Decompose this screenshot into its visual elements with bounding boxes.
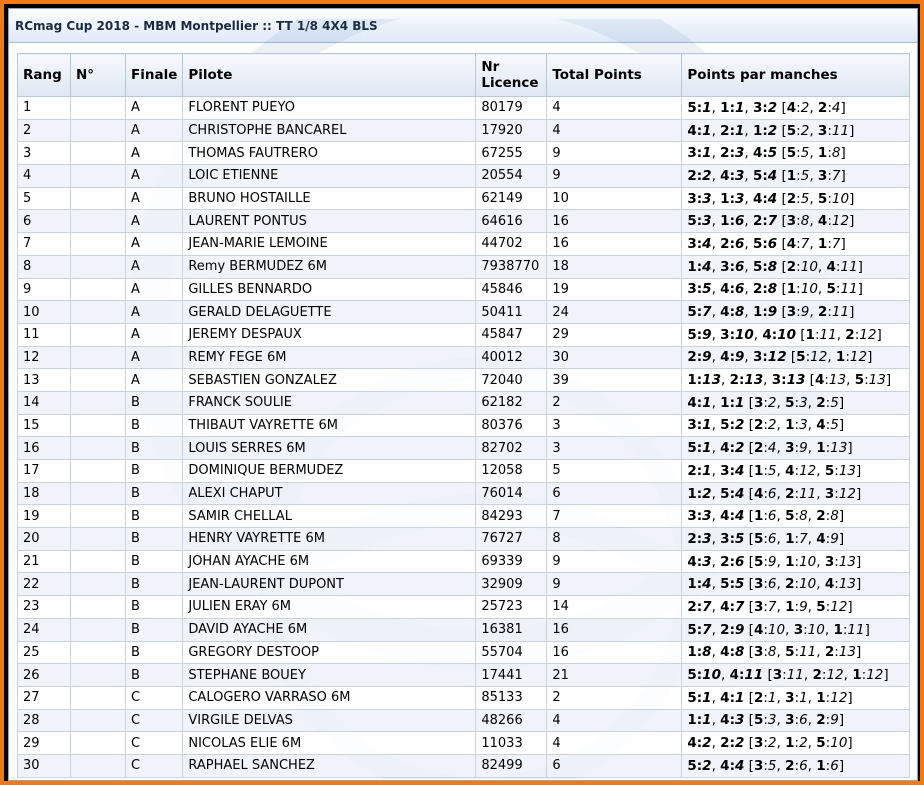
number-cell <box>71 346 126 369</box>
table-row[interactable] <box>18 573 910 596</box>
table-row[interactable] <box>18 301 910 324</box>
table-row[interactable] <box>18 369 910 392</box>
points-par-manches-cell: 5:7, 2:9 [4:10, 3:10, 1:11] <box>682 618 910 641</box>
pilote-cell: GILLES BENNARDO <box>183 278 476 301</box>
finale-cell: B <box>126 596 183 619</box>
points-par-manches-cell: 2:2, 4:3, 5:4 [1:5, 3:7] <box>682 165 910 188</box>
points-par-manches-cell: 5:1, 4:2 [2:4, 3:9, 1:13] <box>682 437 910 460</box>
pilote-cell: BRUNO HOSTAILLE <box>183 187 476 210</box>
total-points-cell: 19 <box>547 278 682 301</box>
points-par-manches-cell: 3:1, 5:2 [2:2, 1:3, 4:5] <box>682 414 910 437</box>
points-par-manches-cell: 3:3, 1:3, 4:4 [2:5, 5:10] <box>682 187 910 210</box>
number-cell <box>71 596 126 619</box>
rang-cell: 6 <box>18 210 71 233</box>
pilote-cell: JULIEN ERAY 6M <box>183 596 476 619</box>
number-cell <box>71 754 126 777</box>
table-row[interactable] <box>18 187 910 210</box>
points-par-manches-cell: 1:13, 2:13, 3:13 [4:13, 5:13] <box>682 369 910 392</box>
finale-cell: A <box>126 165 183 188</box>
number-cell <box>71 278 126 301</box>
rang-cell: 2 <box>18 119 71 142</box>
licence-cell: 25723 <box>476 596 547 619</box>
number-cell <box>71 323 126 346</box>
finale-cell: A <box>126 346 183 369</box>
rang-cell: 14 <box>18 391 71 414</box>
finale-cell: A <box>126 210 183 233</box>
number-cell <box>71 187 126 210</box>
number-cell <box>71 709 126 732</box>
rang-cell: 18 <box>18 482 71 505</box>
number-cell <box>71 460 126 483</box>
total-points-cell: 4 <box>547 709 682 732</box>
rang-cell: 5 <box>18 187 71 210</box>
licence-cell: 76727 <box>476 528 547 551</box>
finale-cell: B <box>126 550 183 573</box>
points-par-manches-cell: 5:1, 1:1, 3:2 [4:2, 2:4] <box>682 97 910 120</box>
table-row[interactable] <box>18 210 910 233</box>
rang-cell: 12 <box>18 346 71 369</box>
points-par-manches-cell: 3:5, 4:6, 2:8 [1:10, 5:11] <box>682 278 910 301</box>
finale-cell: A <box>126 323 183 346</box>
table-row[interactable] <box>18 664 910 687</box>
points-par-manches-cell: 3:1, 2:3, 4:5 [5:5, 1:8] <box>682 142 910 165</box>
finale-cell: C <box>126 732 183 755</box>
total-points-cell: 18 <box>547 255 682 278</box>
table-row[interactable] <box>18 233 910 256</box>
licence-cell: 62182 <box>476 391 547 414</box>
pilote-cell: FRANCK SOULIE <box>183 391 476 414</box>
number-cell <box>71 142 126 165</box>
rang-cell: 7 <box>18 233 71 256</box>
finale-cell: B <box>126 482 183 505</box>
rang-cell: 16 <box>18 437 71 460</box>
table-body <box>18 97 910 778</box>
number-cell <box>71 233 126 256</box>
table-row[interactable] <box>18 641 910 664</box>
finale-cell: B <box>126 641 183 664</box>
points-par-manches-cell: 2:7, 4:7 [3:7, 1:9, 5:12] <box>682 596 910 619</box>
header-points-manches[interactable]: Points par manches <box>682 54 910 97</box>
table-row[interactable] <box>18 391 910 414</box>
licence-cell: 45847 <box>476 323 547 346</box>
rang-cell: 9 <box>18 278 71 301</box>
table-row[interactable] <box>18 528 910 551</box>
header-total-points[interactable]: Total Points <box>547 54 682 97</box>
finale-cell: A <box>126 233 183 256</box>
licence-cell: 17920 <box>476 119 547 142</box>
number-cell <box>71 732 126 755</box>
pilote-cell: JEAN-LAURENT DUPONT <box>183 573 476 596</box>
points-par-manches-cell: 5:9, 3:10, 4:10 [1:11, 2:12] <box>682 323 910 346</box>
number-cell <box>71 210 126 233</box>
number-cell <box>71 165 126 188</box>
finale-cell: A <box>126 301 183 324</box>
rang-cell: 13 <box>18 369 71 392</box>
header-pilote[interactable]: Pilote <box>183 54 476 97</box>
licence-cell: 72040 <box>476 369 547 392</box>
points-par-manches-cell: 4:3, 2:6 [5:9, 1:10, 3:13] <box>682 550 910 573</box>
points-par-manches-cell: 3:4, 2:6, 5:6 [4:7, 1:7] <box>682 233 910 256</box>
points-par-manches-cell: 1:8, 4:8 [3:8, 5:11, 2:13] <box>682 641 910 664</box>
points-par-manches-cell: 1:2, 5:4 [4:6, 2:11, 3:12] <box>682 482 910 505</box>
table-row[interactable] <box>18 596 910 619</box>
number-cell <box>71 97 126 120</box>
pilote-cell: RAPHAEL SANCHEZ <box>183 754 476 777</box>
table-row[interactable] <box>18 255 910 278</box>
table-row[interactable] <box>18 482 910 505</box>
table-row[interactable] <box>18 550 910 573</box>
pilote-cell: SAMIR CHELLAL <box>183 505 476 528</box>
rang-cell: 28 <box>18 709 71 732</box>
table-row[interactable] <box>18 709 910 732</box>
licence-cell: 69339 <box>476 550 547 573</box>
number-cell <box>71 641 126 664</box>
total-points-cell: 24 <box>547 301 682 324</box>
number-cell <box>71 301 126 324</box>
number-cell <box>71 618 126 641</box>
total-points-cell: 6 <box>547 754 682 777</box>
table-row[interactable] <box>18 686 910 709</box>
rang-cell: 22 <box>18 573 71 596</box>
total-points-cell: 9 <box>547 142 682 165</box>
table-row[interactable] <box>18 346 910 369</box>
total-points-cell: 30 <box>547 346 682 369</box>
total-points-cell: 4 <box>547 119 682 142</box>
total-points-cell: 5 <box>547 460 682 483</box>
rang-cell: 26 <box>18 664 71 687</box>
licence-cell: 80179 <box>476 97 547 120</box>
points-par-manches-cell: 4:2, 2:2 [3:2, 1:2, 5:10] <box>682 732 910 755</box>
points-par-manches-cell: 5:1, 4:1 [2:1, 3:1, 1:12] <box>682 686 910 709</box>
total-points-cell: 7 <box>547 505 682 528</box>
licence-cell: 20554 <box>476 165 547 188</box>
number-cell <box>71 482 126 505</box>
pilote-cell: JEAN-MARIE LEMOINE <box>183 233 476 256</box>
pilote-cell: JOHAN AYACHE 6M <box>183 550 476 573</box>
rang-cell: 30 <box>18 754 71 777</box>
finale-cell: B <box>126 460 183 483</box>
licence-cell: 80376 <box>476 414 547 437</box>
licence-cell: 40012 <box>476 346 547 369</box>
points-par-manches-cell: 5:3, 1:6, 2:7 [3:8, 4:12] <box>682 210 910 233</box>
results-window <box>8 8 918 781</box>
pilote-cell: CHRISTOPHE BANCAREL <box>183 119 476 142</box>
licence-cell: 82702 <box>476 437 547 460</box>
licence-cell: 17441 <box>476 664 547 687</box>
rang-cell: 10 <box>18 301 71 324</box>
rang-cell: 27 <box>18 686 71 709</box>
total-points-cell: 4 <box>547 97 682 120</box>
finale-cell: B <box>126 505 183 528</box>
total-points-cell: 3 <box>547 414 682 437</box>
number-cell <box>71 414 126 437</box>
total-points-cell: 16 <box>547 233 682 256</box>
table-row[interactable] <box>18 618 910 641</box>
pilote-cell: GERALD DELAGUETTE <box>183 301 476 324</box>
pilote-cell: HENRY VAYRETTE 6M <box>183 528 476 551</box>
rang-cell: 17 <box>18 460 71 483</box>
total-points-cell: 8 <box>547 528 682 551</box>
table-row[interactable] <box>18 165 910 188</box>
licence-cell: 11033 <box>476 732 547 755</box>
pilote-cell: STEPHANE BOUEY <box>183 664 476 687</box>
total-points-cell: 9 <box>547 573 682 596</box>
points-par-manches-cell: 5:7, 4:8, 1:9 [3:9, 2:11] <box>682 301 910 324</box>
points-par-manches-cell: 4:1, 1:1 [3:2, 5:3, 2:5] <box>682 391 910 414</box>
licence-cell: 85133 <box>476 686 547 709</box>
number-cell <box>71 528 126 551</box>
header-no[interactable]: N° <box>71 54 126 97</box>
rang-cell: 20 <box>18 528 71 551</box>
pilote-cell: Remy BERMUDEZ 6M <box>183 255 476 278</box>
total-points-cell: 2 <box>547 686 682 709</box>
table-row[interactable] <box>18 754 910 777</box>
total-points-cell: 29 <box>547 323 682 346</box>
pilote-cell: LOUIS SERRES 6M <box>183 437 476 460</box>
licence-cell: 50411 <box>476 301 547 324</box>
total-points-cell: 9 <box>547 165 682 188</box>
rang-cell: 3 <box>18 142 71 165</box>
finale-cell: B <box>126 391 183 414</box>
pilote-cell: LOIC ETIENNE <box>183 165 476 188</box>
points-par-manches-cell: 4:1, 2:1, 1:2 [5:2, 3:11] <box>682 119 910 142</box>
licence-cell: 32909 <box>476 573 547 596</box>
table-row[interactable] <box>18 437 910 460</box>
table-row[interactable] <box>18 278 910 301</box>
total-points-cell: 2 <box>547 391 682 414</box>
number-cell <box>71 664 126 687</box>
total-points-cell: 9 <box>547 550 682 573</box>
finale-cell: B <box>126 528 183 551</box>
rang-cell: 4 <box>18 165 71 188</box>
rang-cell: 23 <box>18 596 71 619</box>
header-finale[interactable]: Finale <box>126 54 183 97</box>
points-par-manches-cell: 5:2, 4:4 [3:5, 2:6, 1:6] <box>682 754 910 777</box>
window-title: RCmag Cup 2018 - MBM Montpellier :: TT 1/8 4X4 BLS <box>9 9 917 43</box>
finale-cell: A <box>126 187 183 210</box>
points-par-manches-cell: 1:4, 3:6, 5:8 [2:10, 4:11] <box>682 255 910 278</box>
licence-cell: 12058 <box>476 460 547 483</box>
table-row[interactable] <box>18 732 910 755</box>
total-points-cell: 39 <box>547 369 682 392</box>
finale-cell: C <box>126 709 183 732</box>
number-cell <box>71 505 126 528</box>
rang-cell: 21 <box>18 550 71 573</box>
licence-cell: 44702 <box>476 233 547 256</box>
table-row[interactable] <box>18 119 910 142</box>
pilote-cell: DAVID AYACHE 6M <box>183 618 476 641</box>
total-points-cell: 21 <box>547 664 682 687</box>
rang-cell: 15 <box>18 414 71 437</box>
licence-cell: 55704 <box>476 641 547 664</box>
pilote-cell: DOMINIQUE BERMUDEZ <box>183 460 476 483</box>
table-row[interactable] <box>18 505 910 528</box>
rang-cell: 25 <box>18 641 71 664</box>
points-par-manches-cell: 3:3, 4:4 [1:6, 5:8, 2:8] <box>682 505 910 528</box>
table-header-row <box>18 54 910 97</box>
table-row[interactable] <box>18 142 910 165</box>
finale-cell: A <box>126 97 183 120</box>
rang-cell: 24 <box>18 618 71 641</box>
total-points-cell: 3 <box>547 437 682 460</box>
licence-cell: 62149 <box>476 187 547 210</box>
pilote-cell: ALEXI CHAPUT <box>183 482 476 505</box>
licence-cell: 48266 <box>476 709 547 732</box>
rang-cell: 29 <box>18 732 71 755</box>
finale-cell: C <box>126 754 183 777</box>
results-content <box>17 53 910 778</box>
table-row[interactable] <box>18 414 910 437</box>
finale-cell: A <box>126 278 183 301</box>
licence-cell: 76014 <box>476 482 547 505</box>
number-cell <box>71 437 126 460</box>
number-cell <box>71 550 126 573</box>
results-table <box>17 53 910 778</box>
rang-cell: 19 <box>18 505 71 528</box>
pilote-cell: THOMAS FAUTRERO <box>183 142 476 165</box>
pilote-cell: LAURENT PONTUS <box>183 210 476 233</box>
licence-cell: 64616 <box>476 210 547 233</box>
finale-cell: A <box>126 119 183 142</box>
pilote-cell: FLORENT PUEYO <box>183 97 476 120</box>
pilote-cell: VIRGILE DELVAS <box>183 709 476 732</box>
licence-cell: 82499 <box>476 754 547 777</box>
finale-cell: B <box>126 664 183 687</box>
pilote-cell: GREGORY DESTOOP <box>183 641 476 664</box>
licence-cell: 84293 <box>476 505 547 528</box>
total-points-cell: 16 <box>547 618 682 641</box>
finale-cell: A <box>126 142 183 165</box>
finale-cell: B <box>126 437 183 460</box>
finale-cell: A <box>126 369 183 392</box>
points-par-manches-cell: 5:10, 4:11 [3:11, 2:12, 1:12] <box>682 664 910 687</box>
table-row[interactable] <box>18 97 910 120</box>
pilote-cell: NICOLAS ELIE 6M <box>183 732 476 755</box>
rang-cell: 8 <box>18 255 71 278</box>
points-par-manches-cell: 1:1, 4:3 [5:3, 3:6, 2:9] <box>682 709 910 732</box>
pilote-cell: JEREMY DESPAUX <box>183 323 476 346</box>
pilote-cell: CALOGERO VARRASO 6M <box>183 686 476 709</box>
pilote-cell: SEBASTIEN GONZALEZ <box>183 369 476 392</box>
number-cell <box>71 369 126 392</box>
number-cell <box>71 573 126 596</box>
points-par-manches-cell: 1:4, 5:5 [3:6, 2:10, 4:13] <box>682 573 910 596</box>
header-rang[interactable]: Rang <box>18 54 71 97</box>
licence-cell: 67255 <box>476 142 547 165</box>
total-points-cell: 16 <box>547 641 682 664</box>
licence-cell: 7938770 <box>476 255 547 278</box>
finale-cell: B <box>126 414 183 437</box>
rang-cell: 1 <box>18 97 71 120</box>
licence-cell: 16381 <box>476 618 547 641</box>
number-cell <box>71 255 126 278</box>
finale-cell: B <box>126 573 183 596</box>
pilote-cell: THIBAUT VAYRETTE 6M <box>183 414 476 437</box>
total-points-cell: 14 <box>547 596 682 619</box>
number-cell <box>71 686 126 709</box>
rang-cell: 11 <box>18 323 71 346</box>
total-points-cell: 10 <box>547 187 682 210</box>
points-par-manches-cell: 2:9, 4:9, 3:12 [5:12, 1:12] <box>682 346 910 369</box>
total-points-cell: 16 <box>547 210 682 233</box>
table-row[interactable] <box>18 323 910 346</box>
table-row[interactable] <box>18 460 910 483</box>
total-points-cell: 4 <box>547 732 682 755</box>
finale-cell: A <box>126 255 183 278</box>
total-points-cell: 6 <box>547 482 682 505</box>
pilote-cell: REMY FEGE 6M <box>183 346 476 369</box>
points-par-manches-cell: 2:3, 3:5 [5:6, 1:7, 4:9] <box>682 528 910 551</box>
number-cell <box>71 119 126 142</box>
finale-cell: C <box>126 686 183 709</box>
header-licence[interactable]: Nr Licence <box>476 54 547 97</box>
licence-cell: 45846 <box>476 278 547 301</box>
finale-cell: B <box>126 618 183 641</box>
points-par-manches-cell: 2:1, 3:4 [1:5, 4:12, 5:13] <box>682 460 910 483</box>
number-cell <box>71 391 126 414</box>
